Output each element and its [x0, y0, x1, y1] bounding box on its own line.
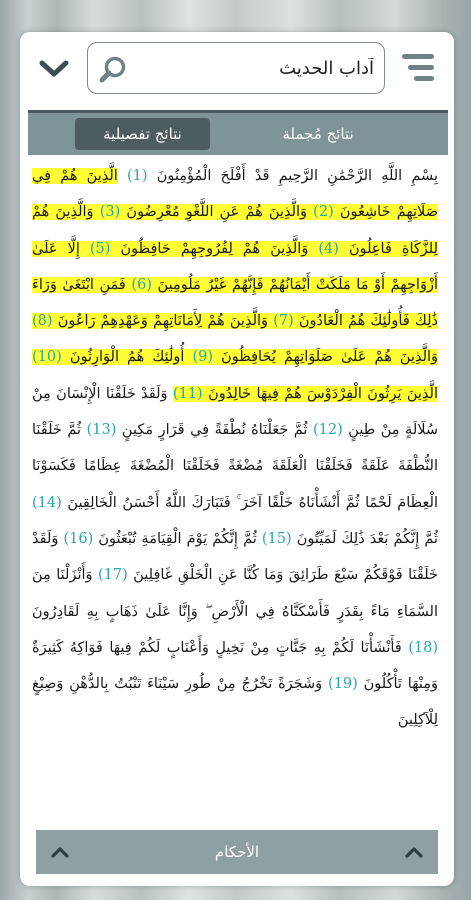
- verse-number: (13): [86, 422, 117, 439]
- verse-text: أُولَٰئِكَ هُمُ الْوَارِثُونَ: [69, 349, 185, 366]
- verse-text: وَلَقَدْ خَلَقْنَا الْإِنْسَانَ مِنْ سُلَالَةٍ مِنْ طِينٍ: [32, 385, 439, 439]
- verse-number: (17): [97, 567, 128, 584]
- verse-number: (11): [172, 385, 203, 402]
- verse-number: (12): [312, 422, 343, 439]
- verse-number: (9): [192, 349, 214, 366]
- verse-number: (16): [63, 530, 94, 547]
- collapse-button[interactable]: [34, 52, 74, 86]
- search-input[interactable]: [136, 49, 374, 87]
- tab-summary-results[interactable]: نتائج مُجملة: [282, 125, 354, 143]
- verse-number: (2): [313, 204, 334, 221]
- verse-text: فَأَنْشَأْنَا لَكُمْ بِهِ جَنَّاتٍ مِنْ نَخِيلٍ وَأَعْنَابٍ لَكُمْ فِيهَا فَوَاكِهُ كَثِيرَةٌ وَمِنْهَا تَأْكُلُونَ: [32, 639, 439, 693]
- header: [20, 32, 454, 106]
- verse-text: وَالَّذِينَ هُمْ لِفُرُوجِهِمْ حَافِظُونَ: [120, 240, 309, 257]
- main-panel: [20, 32, 454, 886]
- search-results-text: [28, 158, 442, 818]
- verse-text: الَّذِينَ هُمْ فِي صَلَاتِهِمْ خَاشِعُونَ: [32, 168, 439, 221]
- verse-text: وَأَنْزَلْنَا مِنَ السَّمَاءِ مَاءً بِقَدَرٍ فَأَسْكَنَّاهُ فِي الْأَرْضِ ۖ وَإِنَّا عَلَىٰ ذَهَابٍ بِهِ لَقَادِرُونَ: [32, 567, 438, 620]
- verse-text: إِلَّا عَلَىٰ أَزْوَاجِهِمْ أَوْ مَا مَلَكَتْ أَيْمَانُهُمْ فَإِنَّهُمْ غَيْرُ مَلُومِينَ: [32, 240, 438, 293]
- verse-text: ثُمَّ إِنَّكُمْ يَوْمَ الْقِيَامَةِ تُبْعَثُونَ: [98, 530, 257, 547]
- bottom-bar[interactable]: [36, 830, 438, 874]
- verse-number: (14): [32, 494, 62, 511]
- results-tabs: [28, 110, 448, 155]
- verse-number: (19): [328, 676, 358, 693]
- verse-number: (4): [318, 240, 339, 257]
- verse-number: (3): [99, 204, 121, 221]
- verse-text: وَالَّذِينَ هُمْ لِلزَّكَاةِ فَاعِلُونَ: [32, 204, 439, 257]
- verse-number: (7): [273, 313, 294, 330]
- search-box: [87, 42, 385, 94]
- verse-number: (10): [32, 349, 62, 366]
- verse-text: وَشَجَرَةً تَخْرُجُ مِنْ طُورِ سَيْنَاءَ تَنْبُتُ بِالدُّهْنِ وَصِبْغٍ لِلْآكِلِينَ: [32, 676, 438, 729]
- verse-number: (1): [127, 168, 148, 184]
- verse-text: وَالَّذِينَ هُمْ لِأَمَانَاتِهِمْ وَعَهْدِهِمْ رَاعُونَ: [57, 313, 269, 330]
- verse-text: الَّذِينَ يَرِثُونَ الْفِرْدَوْسَ هُمْ فِيهَا خَالِدُونَ: [208, 385, 438, 402]
- verse-number: (5): [89, 240, 111, 257]
- verse-text: ثُمَّ إِنَّكُمْ بَعْدَ ذَٰلِكَ لَمَيِّتُونَ: [296, 530, 439, 547]
- verse-number: (8): [32, 313, 53, 330]
- menu-button[interactable]: [398, 50, 438, 86]
- tab-detailed-results[interactable]: نتائج تفصيلية: [75, 118, 210, 150]
- verse-number: (18): [408, 639, 439, 656]
- chevron-down-icon: [39, 59, 69, 79]
- verse-text: بِسْمِ اللَّهِ الرَّحْمَٰنِ الرَّحِيمِ قَدْ أَفْلَحَ الْمُؤْمِنُونَ: [156, 168, 439, 184]
- verse-text: فَمَنِ ابْتَغَىٰ وَرَاءَ ذَٰلِكَ فَأُولَٰئِكَ هُمُ الْعَادُونَ: [32, 276, 439, 330]
- search-icon[interactable]: [98, 55, 128, 85]
- verse-text: وَالَّذِينَ هُمْ عَلَىٰ صَلَوَاتِهِمْ يُحَافِظُونَ: [221, 349, 439, 366]
- caret-up-icon[interactable]: [404, 842, 424, 862]
- verse-text: وَالَّذِينَ هُمْ عَنِ اللَّغْوِ مُعْرِضُونَ: [126, 204, 308, 221]
- bottom-bar-title: الأحكام: [214, 843, 260, 861]
- verse-number: (6): [131, 276, 152, 293]
- verse-text: ثُمَّ خَلَقْنَا النُّطْفَةَ عَلَقَةً فَخَلَقْنَا الْعَلَقَةَ مُضْغَةً فَخَلَقْنَا الْمُضْغَةَ عِظَامًا فَكَسَوْنَا الْعِظَامَ لَحْمًا ثُمَّ أَنْشَأْنَاهُ خَلْقًا آخَرَ ۚ فَتَبَارَكَ اللَّهُ أَحْسَنُ الْخَالِقِينَ: [32, 422, 439, 511]
- verse-text: وَلَقَدْ خَلَقْنَا فَوْقَكُمْ سَبْعَ طَرَائِقَ وَمَا كُنَّا عَنِ الْخَلْقِ غَافِلِينَ: [32, 530, 439, 584]
- verse-number: (15): [261, 530, 292, 547]
- verse-text: ثُمَّ جَعَلْنَاهُ نُطْفَةً فِي قَرَارٍ مَكِينٍ: [121, 422, 308, 439]
